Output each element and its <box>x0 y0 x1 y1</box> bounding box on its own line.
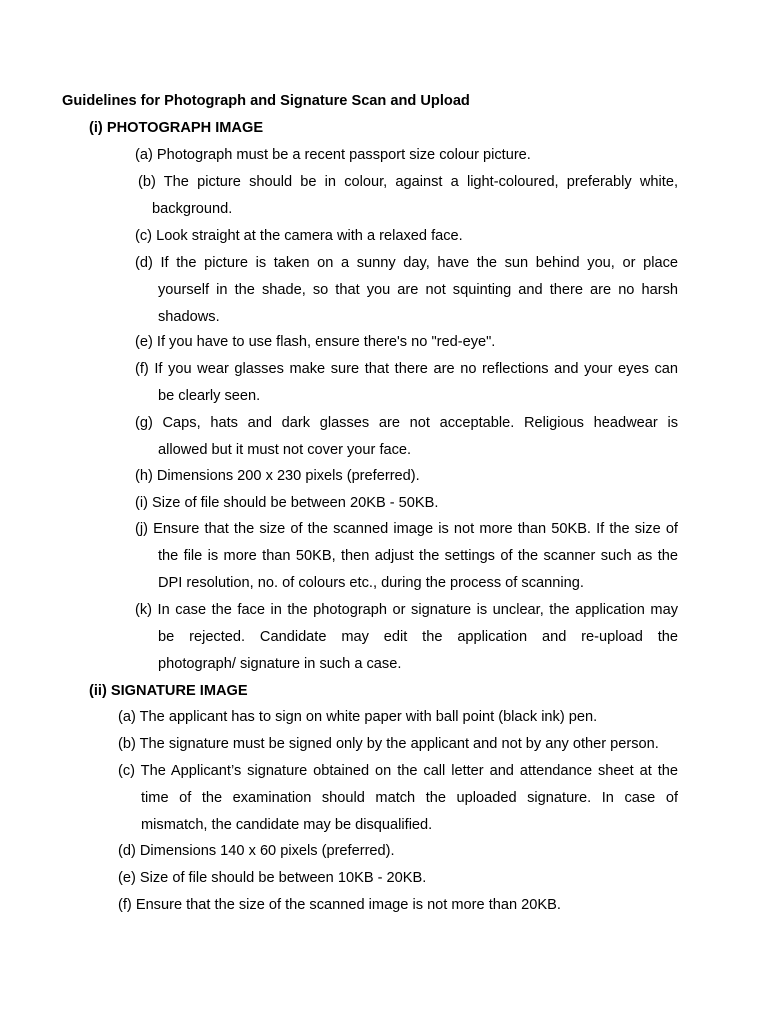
list-item-line: time of the examination should match the uploaded signature. In case of <box>141 789 678 806</box>
list-item-line: (a) Photograph must be a recent passport size colour picture. <box>135 147 531 163</box>
list-item <box>135 329 680 356</box>
list-item-line: shadows. <box>158 308 220 325</box>
list-item <box>118 892 678 919</box>
list-item-line: allowed but it must not cover your face. <box>158 441 412 458</box>
list-item <box>135 356 678 410</box>
list-item-line: (b) The signature must be signed only by the applicant and not by any other person. <box>118 736 659 752</box>
list-item <box>135 516 678 596</box>
list-item-line: background. <box>152 200 233 217</box>
list-item-line: (d) If the picture is taken on a sunny day, have the sun behind you, or place <box>135 255 678 271</box>
list-item-line: (d) Dimensions 140 x 60 pixels (preferred). <box>118 843 395 859</box>
list-item-line: DPI resolution, no. of colours etc., during the process of scanning. <box>158 574 584 591</box>
list-item-line: (e) Size of file should be between 10KB - 20KB. <box>118 870 427 886</box>
list-item <box>118 758 678 838</box>
list-item-line: mismatch, the candidate may be disqualified. <box>141 816 433 833</box>
list-item-line: (a) The applicant has to sign on white paper with ball point (black ink) pen. <box>118 709 598 725</box>
list-item-line: (j) Ensure that the size of the scanned image is not more than 50KB. If the size of <box>135 521 678 537</box>
list-item <box>135 490 680 517</box>
list-item <box>135 597 678 677</box>
list-item-line: be rejected. Candidate may edit the application and re-upload the <box>158 628 678 645</box>
list-item <box>135 463 680 490</box>
section-heading-signature: (ii) SIGNATURE IMAGE <box>89 683 248 699</box>
list-item <box>135 223 680 250</box>
document-title: Guidelines for Photograph and Signature Scan and Upload <box>62 93 470 109</box>
list-item-line: (i) Size of file should be between 20KB - 50KB. <box>135 495 439 511</box>
list-item <box>135 250 678 330</box>
list-item-line: (b) The picture should be in colour, against a light-coloured, preferably white, <box>138 174 678 190</box>
list-item <box>118 838 678 865</box>
list-item-line: photograph/ signature in such a case. <box>158 655 402 672</box>
list-item-line: (f) If you wear glasses make sure that there are no reflections and your eyes can <box>135 361 678 377</box>
list-item-line: (h) Dimensions 200 x 230 pixels (preferred). <box>135 468 420 484</box>
section-heading-photograph: (i) PHOTOGRAPH IMAGE <box>89 120 264 136</box>
list-item-line: (f) Ensure that the size of the scanned image is not more than 20KB. <box>118 897 561 913</box>
list-item <box>135 410 678 464</box>
list-item <box>135 142 680 169</box>
list-item-line: yourself in the shade, so that you are not squinting and there are no harsh <box>158 281 678 298</box>
list-item-line: (c) The Applicant’s signature obtained on the call letter and attendance sheet at the <box>118 763 678 779</box>
list-item-line: the file is more than 50KB, then adjust the settings of the scanner such as the <box>158 547 678 564</box>
list-item-line: (g) Caps, hats and dark glasses are not acceptable. Religious headwear is <box>135 415 678 431</box>
list-item-line: (c) Look straight at the camera with a relaxed face. <box>135 228 463 244</box>
list-item <box>118 865 678 892</box>
list-item <box>138 169 678 223</box>
list-item <box>118 704 678 731</box>
list-item-line: (e) If you have to use flash, ensure there's no "red-eye". <box>135 334 496 350</box>
list-item <box>118 731 678 758</box>
list-item-line: (k) In case the face in the photograph or signature is unclear, the application may <box>135 602 678 618</box>
list-item-line: be clearly seen. <box>158 387 261 404</box>
